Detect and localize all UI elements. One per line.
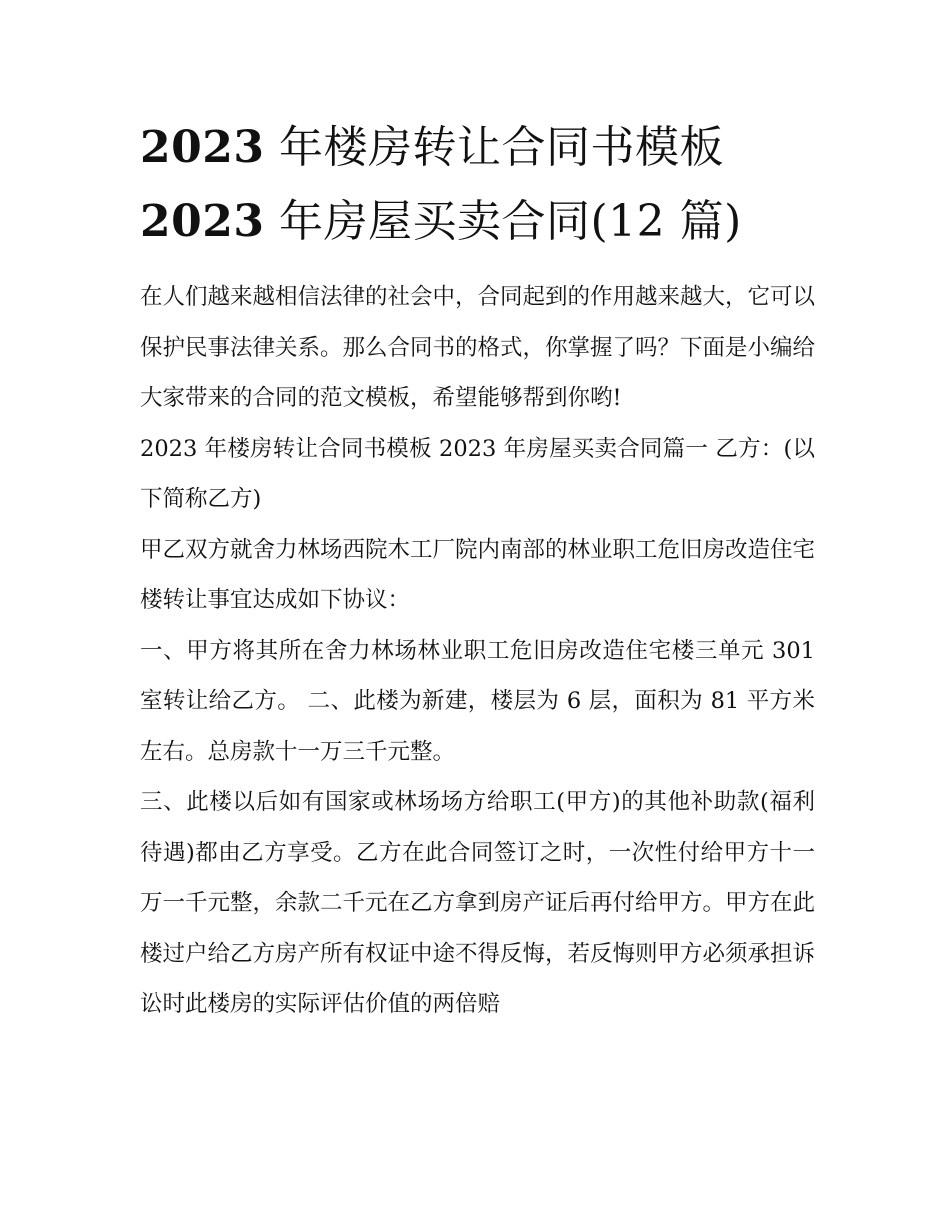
document-title <box>140 118 815 252</box>
paragraph-clause-1-2: 一、甲方将其所在舍力林场林业职工危旧房改造住宅楼三单元 301 室转让给乙方。 二、此楼为新建，楼层为 6 层，面积为 81 平方米左右。总房款十一万三千元整。 <box>140 637 815 765</box>
paragraph-heading: 2023 年楼房转让合同书模板 2023 年房屋买卖合同篇一 乙方：(以下简称乙方) <box>140 435 815 512</box>
document-content <box>140 118 815 1030</box>
title-line-1-year: 2023 <box>140 122 265 173</box>
paragraph-intro: 在人们越来越相信法律的社会中，合同起到的作用越来越大，它可以保护民事法律关系。那么合同书的格式，你掌握了吗？下面是小编给大家带来的合同的范文模板，希望能够帮到你哟! <box>140 284 816 411</box>
title-line-2 <box>140 192 815 252</box>
title-line-1-text: 年楼房转让合同书模板 <box>264 122 724 173</box>
title-line-1 <box>140 118 815 178</box>
document-body <box>140 272 815 1030</box>
title-line-2-text: 年房屋买卖合同(12 篇) <box>264 196 742 247</box>
paragraph-agreement: 甲乙双方就舍力林场西院木工厂院内南部的林业职工危旧房改造住宅楼转让事宜达成如下协议： <box>140 536 816 613</box>
title-line-2-year: 2023 <box>140 196 265 247</box>
paragraph-clause-3: 三、此楼以后如有国家或林场场方给职工(甲方)的其他补助款(福利待遇)都由乙方享受。乙方在此合同签订之时，一次性付给甲方十一万一千元整，余款二千元在乙方拿到房产证后再付给甲方。甲方在此楼过户给乙方房产所有权证中途不得反悔，若反悔则甲方必须承担诉讼时此楼房的实际评估价值的两倍赔 <box>140 789 816 1017</box>
